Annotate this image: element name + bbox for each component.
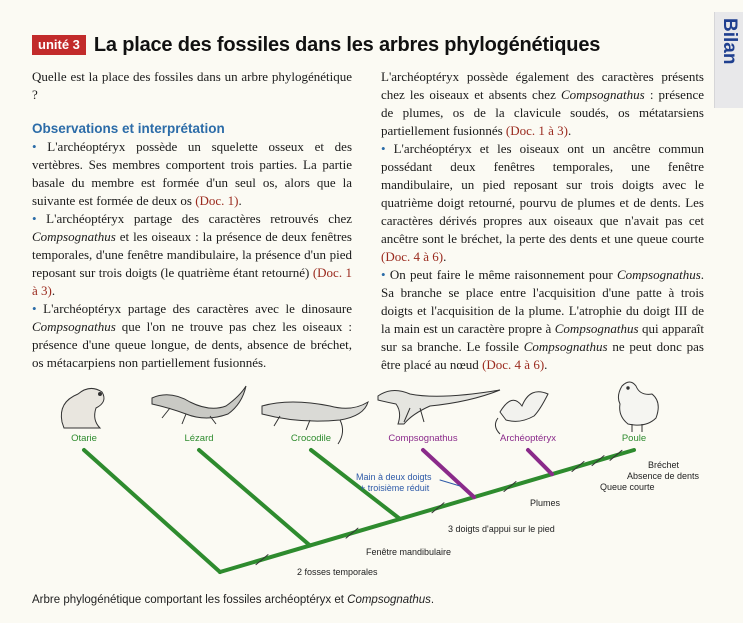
archaeopteryx-icon xyxy=(495,392,548,434)
taxon-label-compsognathus: Compsognathus xyxy=(388,433,458,444)
page-title: La place des fossiles dans les arbres phylogénétiques xyxy=(93,33,601,56)
bullet-icon: • xyxy=(381,267,386,282)
sea-lion-icon xyxy=(61,388,104,428)
bullet-icon: • xyxy=(32,139,37,154)
page-header xyxy=(32,32,600,58)
doc-reference: (Doc. 4 à 6) xyxy=(482,357,545,372)
taxon-label-lezard: Lézard xyxy=(184,433,214,444)
bullet-icon: • xyxy=(381,141,386,156)
branch-otarie xyxy=(84,450,220,572)
observation-paragraph-4: L'archéoptéryx possède également des caractères présents chez les oiseaux et absents chez Compsognathus : présence de plumes, os de la clavicule soudés, os métatarsiens partiellement fusionnés (Doc. 1 à 3). xyxy=(381,69,704,138)
branch-archeopteryx xyxy=(528,450,552,474)
observation-paragraph-6: • On peut faire le même raisonnement pour Compsognathus. Sa branche se place entre l'acquisition d'une patte à trois doigts et l'acquisition de la plume. L'atrophie du doigt III de la main est un caractère propre à Compsognathus qui apparaît sur sa branche. Le fossile Compsognathus ne peut donc pas être placé au nœud (Doc. 4 à 6). xyxy=(381,267,705,372)
branch-lezard xyxy=(199,450,310,545)
unit-badge: unité 3 xyxy=(32,35,86,55)
observation-paragraph-3: • L'archéoptéryx partage des caractères avec le dinosaure Compsognathus que l'on ne trouve pas chez les oiseaux : présence d'une queue longue, de dents, absence de bréchet, os métacarpiens non partiellement fusionnés. xyxy=(32,301,352,370)
bilan-tab[interactable] xyxy=(714,12,743,108)
taxon-label-crocodile: Crocodile xyxy=(290,433,332,444)
bullet-icon: • xyxy=(32,211,37,226)
taxon-label-archeopteryx: Archéoptéryx xyxy=(500,433,556,444)
char-two-fossae: 2 fosses temporales xyxy=(297,567,378,577)
phylogenetic-tree xyxy=(0,372,712,592)
tree-branches xyxy=(84,450,634,572)
hen-icon xyxy=(618,382,658,432)
intro-question: Quelle est la place des fossiles dans un arbre phylogénétique ? xyxy=(32,69,352,102)
observation-paragraph-5: • L'archéoptéryx et les oiseaux ont un ancêtre commun possédant deux fenêtres temporales, une fenêtre mandibulaire, un pied reposant sur trois doigts avec le quatrième doigt retourné, pourvu de plumes et de dents. Les caractères dérivés propres aux oiseaux que n'avait pas cet ancêtre sont le bréchet, la perte des dents et une queue courte (Doc. 4 à 6). xyxy=(381,141,705,264)
char-three-toes: 3 doigts d'appui sur le pied xyxy=(448,524,555,534)
doc-reference: (Doc. 1 à 3) xyxy=(32,265,352,298)
doc-reference: (Doc. 4 à 6) xyxy=(381,249,444,264)
doc-reference: (Doc. 1) xyxy=(195,193,239,208)
char-mandibular: Fenêtre mandibulaire xyxy=(366,547,452,557)
taxon-label-otarie: Otarie xyxy=(71,433,97,444)
char-short-tail: Queue courte xyxy=(600,482,655,492)
observation-paragraph-2: • L'archéoptéryx partage des caractères retrouvés chez Compsognathus et les oiseaux : la présence de deux fenêtres temporales, d'une fenêtre mandibulaire, la présence d'un pied reposant sur trois doigts (le quatrième étant retourné) (Doc. 1 à 3). xyxy=(32,211,353,298)
char-keel: Bréchet xyxy=(648,460,680,470)
compsognathus-icon xyxy=(378,390,500,424)
right-column xyxy=(381,68,704,374)
doc-reference: (Doc. 1 à 3) xyxy=(505,123,569,138)
section-heading: Observations et interprétation xyxy=(32,121,225,136)
char-feathers: Plumes xyxy=(530,498,561,508)
char-hand-line2: + troisième réduit xyxy=(360,483,430,493)
taxon-label-poule: Poule xyxy=(621,433,647,444)
figure-caption: Arbre phylogénétique comportant les fossiles archéoptéryx et Compsognathus. xyxy=(32,594,435,606)
lizard-icon xyxy=(152,386,246,424)
char-hand-line1: Main à deux doigts xyxy=(356,472,432,482)
char-no-teeth: Absence de dents xyxy=(627,471,700,481)
observation-paragraph-1: • L'archéoptéryx possède un squelette osseux et des vertèbres. Ses membres comportent trois parties. La partie basale du membre est formée d'un seul os, alors que la suivante est formée de deux os (Doc. 1). xyxy=(32,139,352,208)
left-column xyxy=(32,68,352,372)
bilan-tab-label: Bilan xyxy=(719,18,740,65)
bullet-icon: • xyxy=(32,301,37,316)
